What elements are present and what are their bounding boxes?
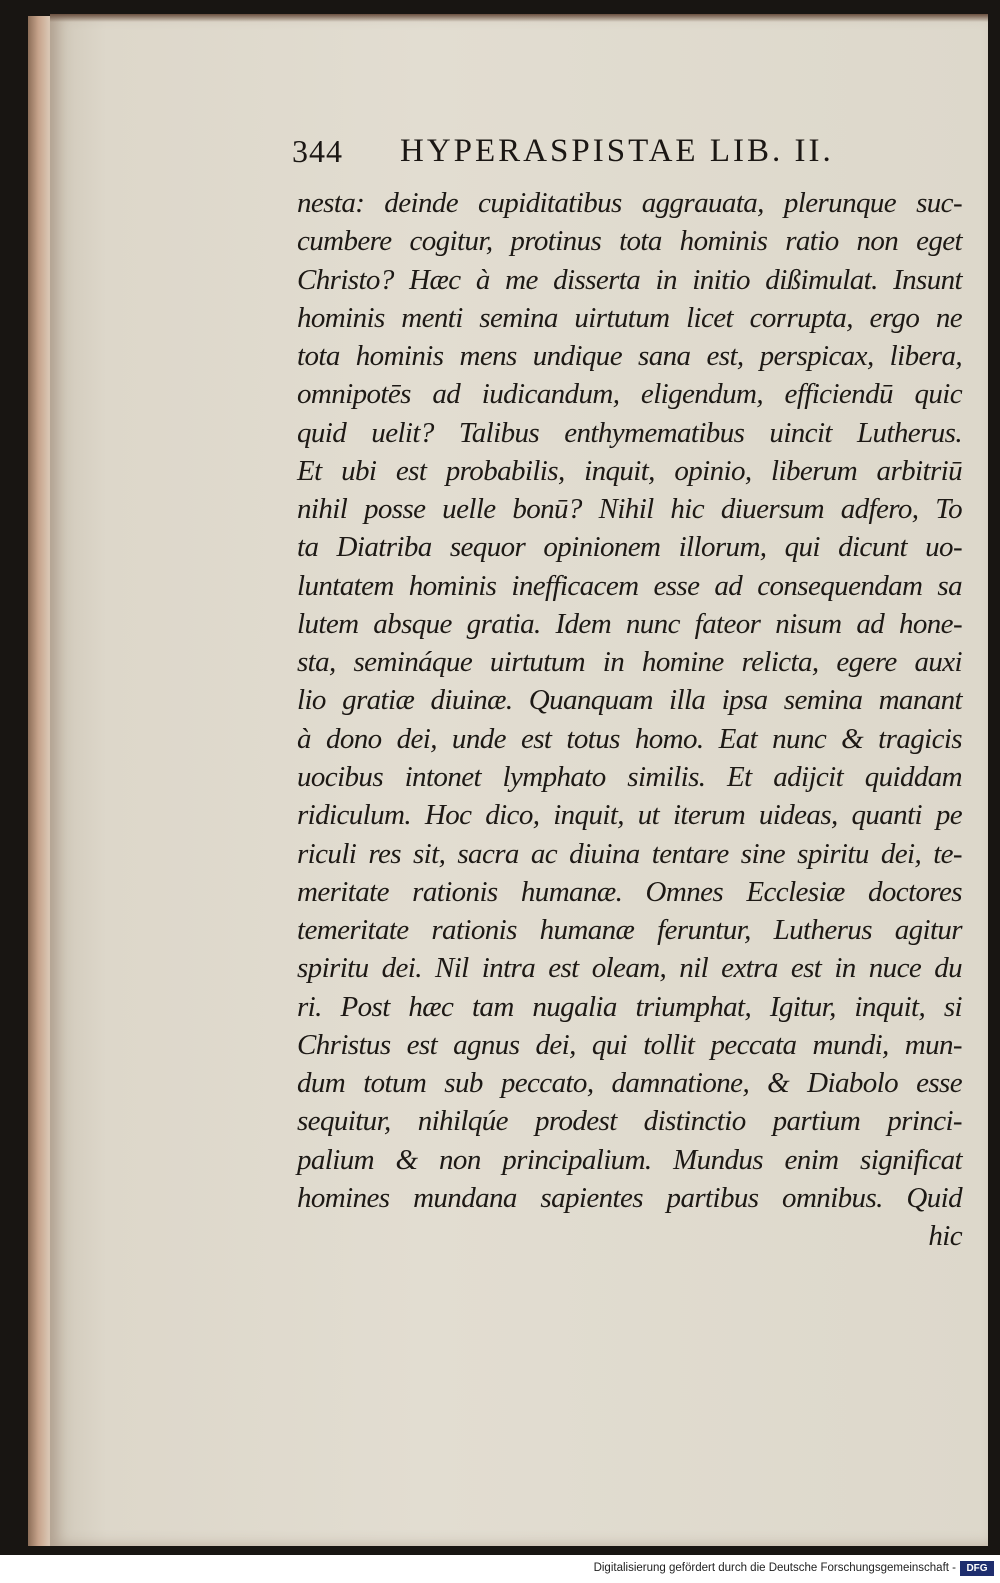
text-line: homines mundana sapientes partibus omnibus. Quid [297, 1181, 962, 1214]
dfg-logo: DFG [960, 1561, 994, 1576]
text-line: hominis menti semina uirtutum licet corrupta, ergo ne [297, 301, 962, 334]
text-line: spiritu dei. Nil intra est oleam, nil extra est in nuce du [297, 952, 962, 985]
text-line: temeritate rationis humanæ feruntur, Lutherus agitur [297, 914, 962, 947]
text-line: lio gratiæ diuinæ. Quanquam illa ipsa semina manant [297, 684, 962, 717]
page-top-shadow [50, 14, 988, 22]
text-line: ta Diatriba sequor opinionem illorum, qui dicunt uo- [297, 531, 962, 564]
page-number: 344 [292, 133, 343, 169]
text-line: tota hominis mens undique sana est, perspicax, libera, [297, 340, 962, 373]
text-line: Christo? Hæc à me disserta in initio dißimulat. Insunt [297, 263, 962, 296]
text-line: sequitur, nihilqúe prodest distinctio partium princi- [297, 1105, 962, 1138]
digitization-footer [0, 1555, 1000, 1583]
funding-note: Digitalisierung gefördert durch die Deutsche Forschungsgemeinschaft - [593, 1562, 956, 1574]
text-line: palium & non principalium. Mundus enim significat [297, 1143, 962, 1176]
text-line: lutem absque gratia. Idem nunc fateor nisum ad hone- [297, 607, 962, 640]
text-line: ridiculum. Hoc dico, inquit, ut iterum uideas, quanti pe [297, 799, 962, 832]
text-line: cumbere cogitur, protinus tota hominis ratio non eget [297, 225, 962, 258]
text-line: Et ubi est probabilis, inquit, opinio, liberum arbitriū [297, 454, 962, 487]
text-line: luntatem hominis inefficacem esse ad consequendam sa [297, 569, 962, 602]
text-line: à dono dei, unde est totus homo. Eat nunc & tragicis [297, 722, 962, 755]
catchword: hic [928, 1220, 962, 1253]
text-line: ri. Post hæc tam nugalia triumphat, Igitur, inquit, si [297, 990, 962, 1023]
text-line: omnipotēs ad iudicandum, eligendum, efficiendū quic [297, 378, 962, 411]
body-text [297, 184, 962, 1255]
text-line: uocibus intonet lymphato similis. Et adijcit quiddam [297, 760, 962, 793]
text-line: Christus est agnus dei, qui tollit peccata mundi, mun- [297, 1028, 962, 1061]
text-line: riculi res sit, sacra ac diuina tentare sine spiritu dei, te- [297, 837, 962, 870]
text-line: dum totum sub peccato, damnatione, & Diabolo esse [297, 1067, 962, 1100]
text-line: meritate rationis humanæ. Omnes Ecclesiæ doctores [297, 875, 962, 908]
text-line: nihil posse uelle bonū? Nihil hic diuersum adfero, To [297, 493, 962, 526]
text-line: sta, semináque uirtutum in homine relicta, egere auxi [297, 646, 962, 679]
running-title: HYPERASPISTAE LIB. II. [400, 133, 834, 169]
running-header [292, 133, 932, 173]
text-line: quid uelit? Talibus enthymematibus uincit Lutherus. [297, 416, 962, 449]
text-line: nesta: deinde cupiditatibus aggrauata, plerunque suc- [297, 187, 962, 219]
